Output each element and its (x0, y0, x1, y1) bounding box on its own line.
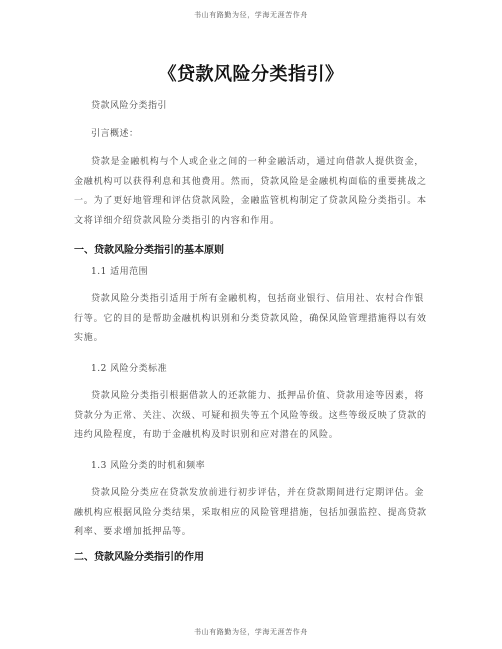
subsection-paragraph-1-1 (74, 290, 434, 349)
subsection-paragraph-1-3 (74, 484, 434, 543)
paragraph-line: 违约风险程度，有助于金融机构及时识别和应对潜在的风险。 (74, 430, 339, 441)
paragraph-line: 行等。它的目的是帮助金融机构识别和分类贷款风险，确保风险管理措施得以有效 (74, 313, 427, 324)
paragraph-line: 贷款风险分类应在贷款发放前进行初步评估，并在贷款期间进行定期评估。金 (91, 488, 425, 498)
intro-paragraph (74, 153, 434, 231)
header-motto: 书山有路勤为径，学海无涯苦作舟 (194, 11, 308, 19)
intro-line: 贷款是金融机构与个人或企业之间的一种金融活动，通过向借款人提供资金， (91, 157, 425, 167)
subsection-label-1-1: 1.1 适用范围 (91, 267, 149, 277)
intro-line: 一。为了更好地管理和评估贷款风险，金融监管机构制定了贷款风险分类指引。本 (74, 196, 427, 207)
subsection-paragraph-1-2 (74, 387, 434, 446)
section-heading-1: 一、贷款风险分类指引的基本原则 (74, 245, 224, 256)
page-title: 《贷款风险分类指引》 (158, 64, 344, 85)
intro-label: 引言概述： (91, 129, 139, 139)
footer-motto: 书山有路勤为径，学海无涯苦作舟 (194, 628, 308, 636)
paragraph-line: 贷款风险分类指引适用于所有金融机构，包括商业银行、信用社、农村合作银 (91, 294, 425, 304)
subsection-label-1-2: 1.2 风险分类标准 (91, 364, 168, 374)
paragraph-line: 实施。 (74, 333, 104, 344)
paragraph-line: 贷款分为正常、关注、次级、可疑和损失等五个风险等级。这些等级反映了贷款的 (74, 410, 427, 421)
doc-subtitle: 贷款风险分类指引 (91, 101, 168, 111)
subsection-label-1-3: 1.3 风险分类的时机和频率 (91, 461, 206, 471)
paragraph-line: 利率、要求增加抵押品等。 (74, 527, 192, 538)
section-heading-2: 二、贷款风险分类指引的作用 (74, 552, 204, 563)
paragraph-line: 贷款风险分类指引根据借款人的还款能力、抵押品价值、贷款用途等因素，将 (91, 391, 425, 401)
paragraph-line: 融机构应根据风险分类结果，采取相应的风险管理措施，包括加强监控、提高贷款 (74, 507, 427, 518)
intro-line: 金融机构可以获得利息和其他费用。然而，贷款风险是金融机构面临的重要挑战之 (74, 176, 427, 187)
intro-line: 文将详细介绍贷款风险分类指引的内容和作用。 (74, 215, 280, 226)
